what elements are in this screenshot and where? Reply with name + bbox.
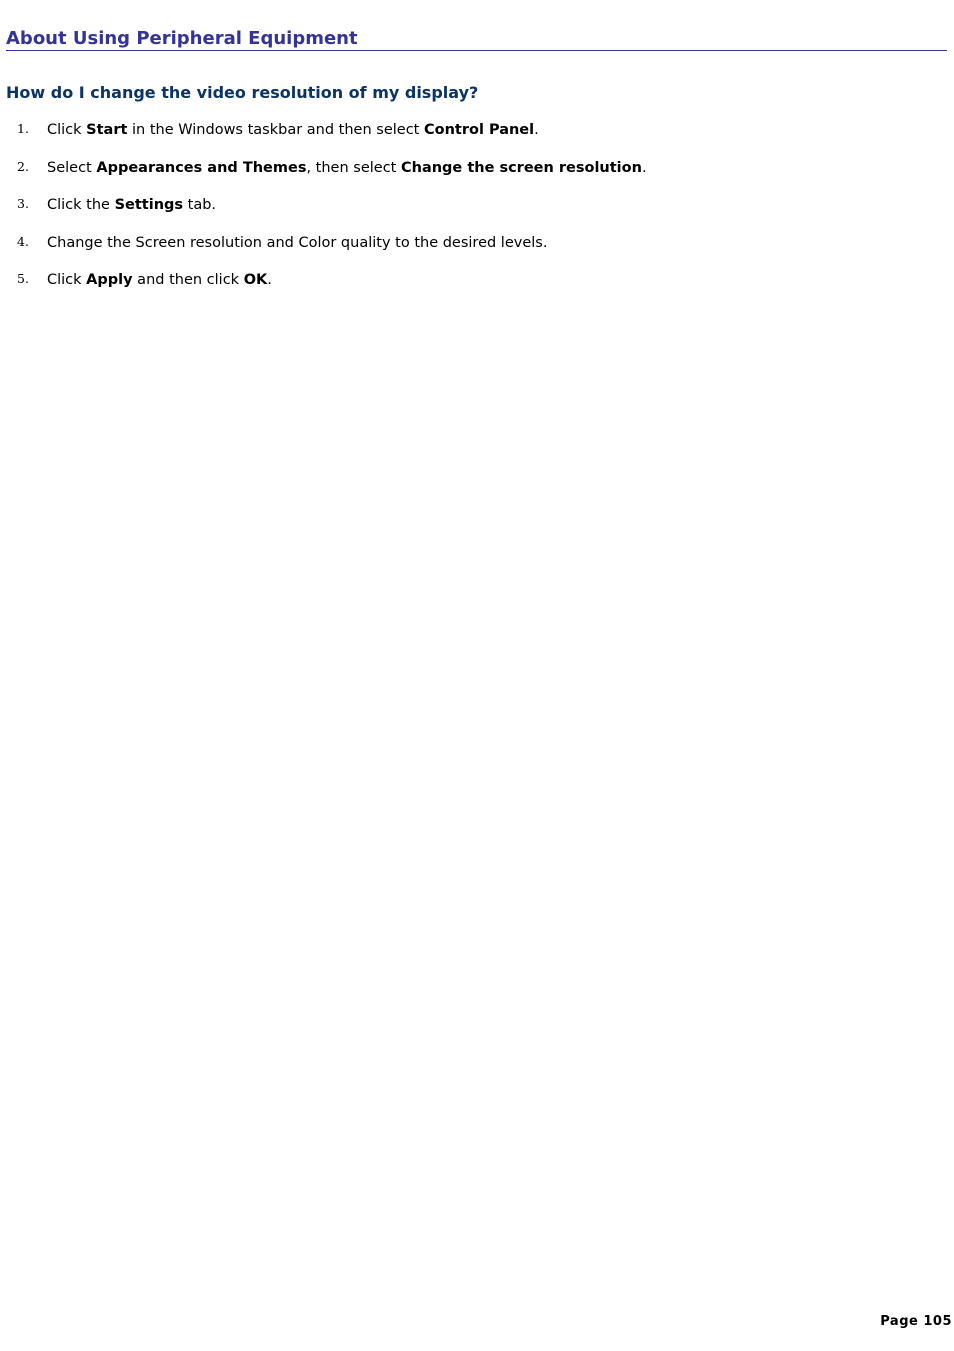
step-text: Click Apply and then click OK. bbox=[47, 272, 272, 288]
page-number: Page 105 bbox=[880, 1314, 952, 1329]
list-item bbox=[0, 155, 940, 193]
list-item bbox=[0, 192, 940, 230]
section-question: How do I change the video resolution of my display? bbox=[6, 83, 479, 102]
step-number: 4. bbox=[17, 233, 29, 249]
step-text: Change the Screen resolution and Color quality to the desired levels. bbox=[47, 234, 548, 251]
steps-list bbox=[0, 117, 940, 305]
list-item bbox=[0, 117, 940, 155]
step-number: 1. bbox=[17, 121, 29, 136]
step-text: Click the Settings tab. bbox=[47, 197, 217, 213]
list-item bbox=[0, 230, 940, 268]
list-item bbox=[0, 267, 940, 305]
step-number: 3. bbox=[17, 196, 29, 211]
page-title: About Using Peripheral Equipment bbox=[6, 28, 947, 51]
step-text: Click Start in the Windows taskbar and then select Control Panel. bbox=[47, 122, 539, 138]
step-text: Select Appearances and Themes, then select Change the screen resolution. bbox=[47, 159, 647, 176]
step-number: 5. bbox=[17, 271, 29, 286]
step-number: 2. bbox=[17, 158, 29, 174]
